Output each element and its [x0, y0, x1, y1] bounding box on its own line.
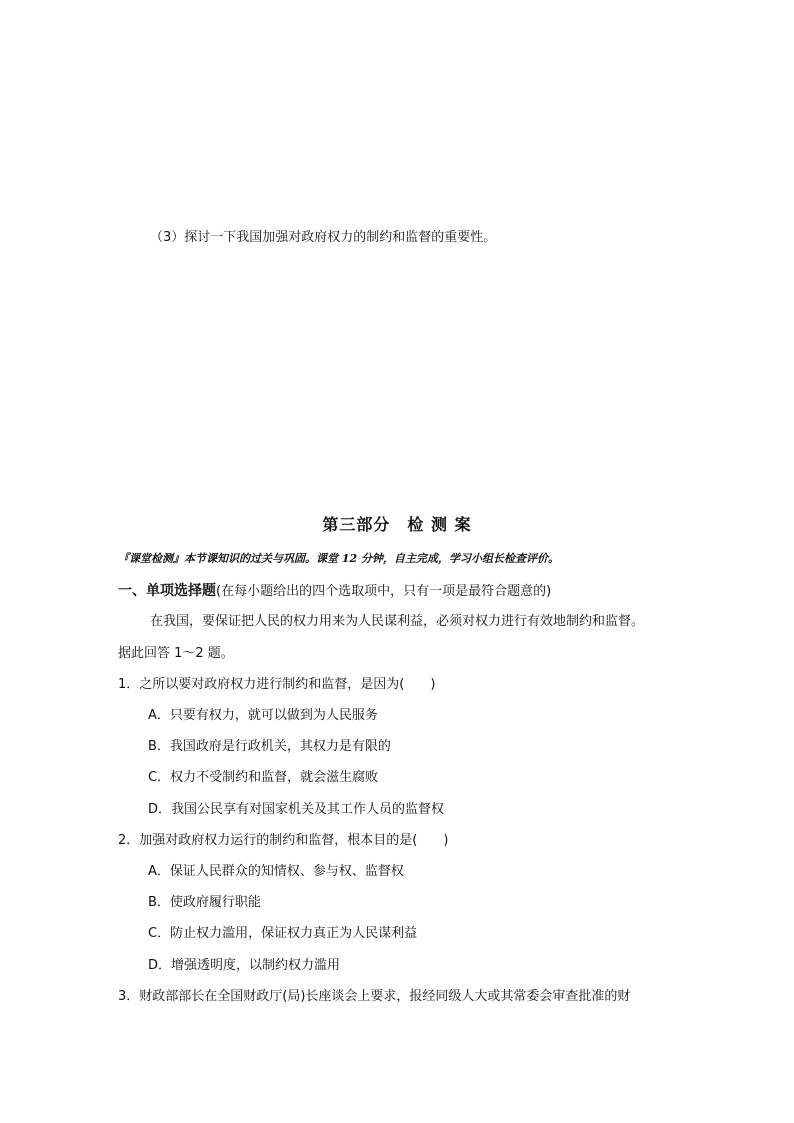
question-1-option-d: D．我国公民享有对国家机关及其工作人员的监督权	[148, 802, 445, 817]
question-2-option-c: C．防止权力滥用，保证权力真正为人民谋利益	[148, 926, 418, 941]
question-2-text: 2．加强对政府权力运行的制约和监督，根本目的是( )	[118, 833, 449, 848]
question-3-prompt: （3）探讨一下我国加强对政府权力的制约和监督的重要性。	[150, 230, 497, 245]
question-2-option-a: A．保证人民群众的知情权、参与权、监督权	[148, 864, 404, 879]
question-2-option-d: D．增强透明度，以制约权力滥用	[148, 958, 341, 973]
part-title: 第三部分 检 测 案	[322, 515, 472, 534]
question-1-text: 1．之所以要对政府权力进行制约和监督，是因为( )	[118, 677, 436, 692]
question-1-option-a: A．只要有权力，就可以做到为人民服务	[148, 708, 378, 723]
section-heading-label: 一、单项选择题	[118, 583, 216, 599]
question-3-text: 3．财政部部长在全国财政厅(局)长座谈会上要求，报经同级人大或其常委会审查批准的财	[118, 989, 631, 1004]
question-1-option-c: C．权力不受制约和监督，就会滋生腐败	[148, 770, 379, 785]
section-instruction: (在每小题给出的四个选取项中，只有一项是最符合题意的)	[216, 584, 552, 599]
question-stem-line-2: 据此回答 1～2 题。	[118, 646, 234, 661]
section-heading	[118, 582, 551, 601]
question-2-option-b: B．使政府履行职能	[148, 895, 261, 910]
classroom-note: 『课堂检测』本节课知识的过关与巩固。课堂 12 分钟，自主完成，学习小组长检查评价。	[118, 552, 559, 565]
question-1-option-b: B．我国政府是行政机关，其权力是有限的	[148, 739, 391, 754]
question-stem-line-1: 在我国，要保证把人民的权力用来为人民谋利益，必须对权力进行有效地制约和监督。	[150, 614, 645, 629]
